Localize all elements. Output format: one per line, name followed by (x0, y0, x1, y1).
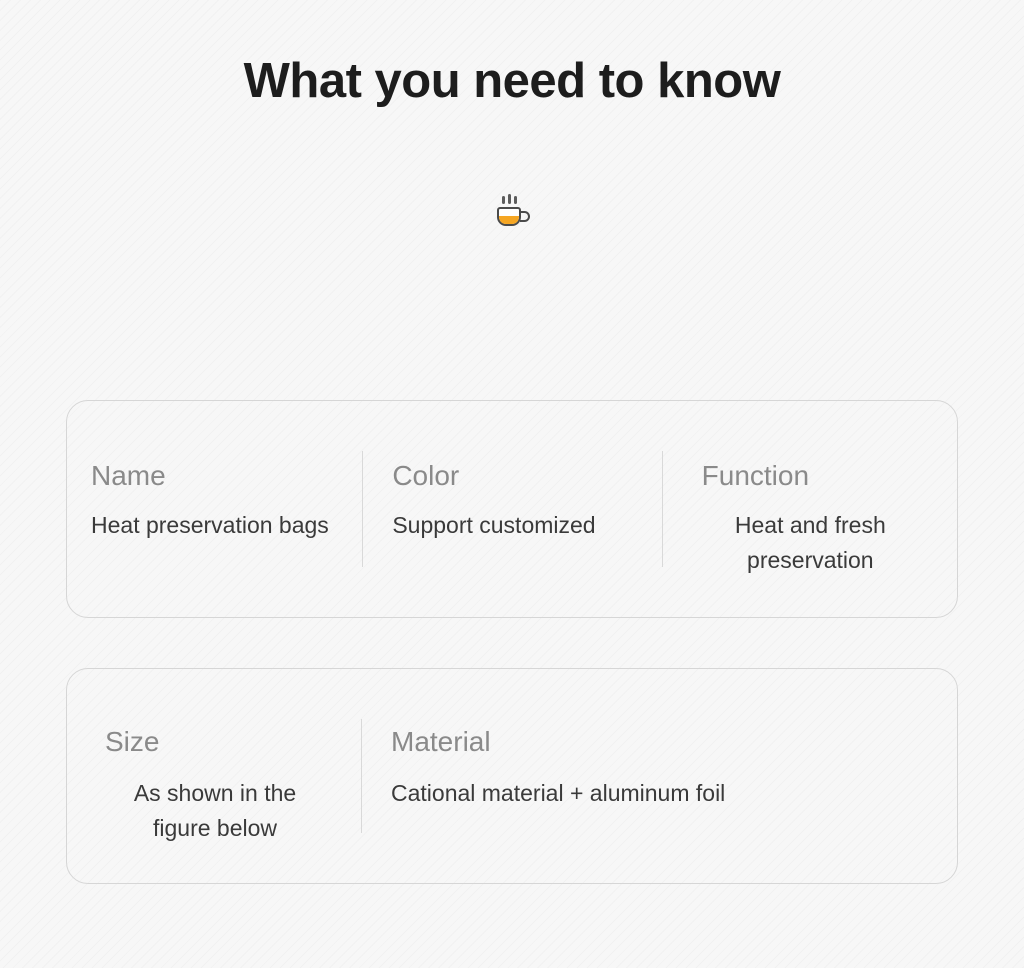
spec-label: Material (391, 726, 491, 757)
spec-value: Heat and fresh preservation (734, 511, 886, 574)
column-divider (362, 451, 363, 567)
column-divider (662, 451, 663, 567)
decorative-icon-row (0, 191, 1024, 237)
spec-value: Support customized (392, 511, 596, 538)
cup-body (497, 207, 521, 226)
column-divider (361, 719, 362, 833)
spec-column-material (361, 669, 957, 883)
spec-label: Size (105, 726, 160, 757)
cup-fill (499, 216, 519, 224)
spec-label: Name (91, 460, 166, 491)
spec-card-primary (66, 400, 958, 618)
steam-line-2 (508, 194, 511, 204)
spec-label: Function (701, 460, 810, 491)
steam-line-1 (502, 196, 505, 204)
steam-line-3 (514, 196, 517, 204)
spec-value: Cational material + aluminum foil (391, 779, 726, 806)
spec-value: As shown in the figure below (133, 779, 297, 842)
spec-column-function (662, 401, 957, 617)
spec-value: Heat preservation bags (91, 511, 329, 538)
spec-column-name (67, 401, 362, 617)
spec-card-secondary (66, 668, 958, 884)
spec-column-color (362, 401, 661, 617)
page-title: What you need to know (243, 54, 781, 108)
spec-label: Color (392, 460, 460, 491)
spec-column-size (67, 669, 361, 883)
hot-beverage-emoji (491, 191, 533, 235)
cup-handle (520, 211, 530, 222)
